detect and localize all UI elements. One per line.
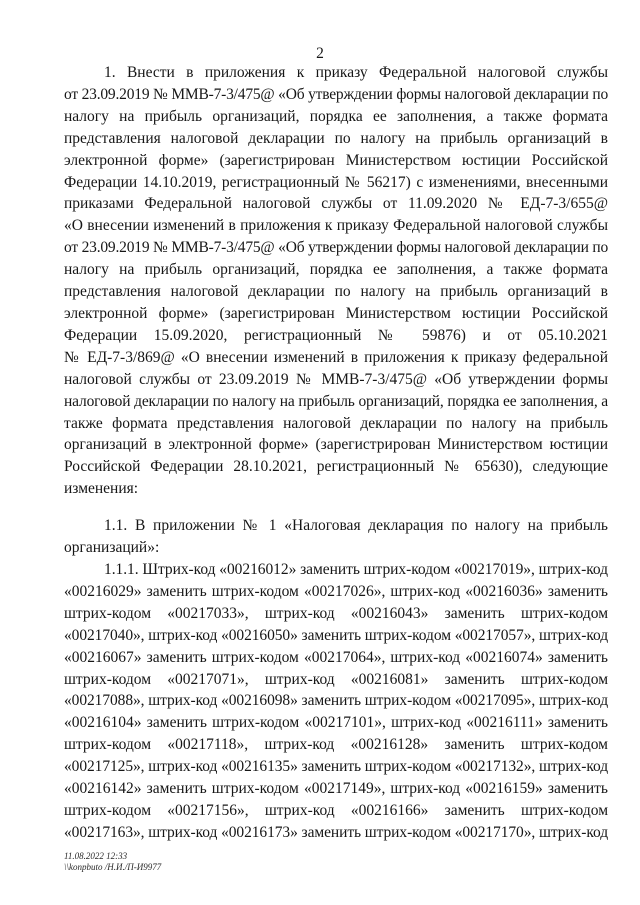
paragraph-line: штрих-кодом «00217118», штрих-код «00216128» заменить штрих-кодом [64,736,608,754]
paragraph-line: 1.1. В приложении № 1 «Налоговая декларация по налогу на прибыль [104,517,608,534]
paragraph-2 [64,515,608,559]
paragraph-line: представления налоговой декларации по налогу на прибыль организаций в [64,129,608,147]
paragraph-line: изменения: [64,480,139,498]
paragraph-line: «00216029» заменить штрих-кодом «00217026», штрих-код «00216036» заменить [64,582,608,600]
paragraph-line: от 23.09.2019 № ММВ-7-3/475@ «Об утверждении формы налоговой декларации по [64,85,608,103]
paragraph-line: также формата представления налоговой декларации по налогу на прибыль [64,414,608,432]
paragraph-line: налоговой службы от 23.09.2019 № ММВ-7-3/475@ «Об утверждении формы [64,370,608,388]
paragraph-line: № ЕД-7-3/869@ «О внесении изменений в приложения к приказу федеральной [64,348,608,366]
footer-file-reference: \\konpbuto /Н.И./П-И9977 [64,862,162,872]
paragraph-line: «00217040», штрих-код «00216050» заменить штрих-кодом «00217057», штрих-код [64,626,609,644]
footer-date-time: 11.08.2022 12:33 [64,851,128,861]
paragraph-line: налоговой декларации по налогу на прибыль организаций, порядка ее заполнения, а [64,392,608,410]
paragraph-line: Российской Федерации 28.10.2021, регистрационный № 65630), следующие [64,458,608,476]
document-footer [64,851,161,873]
paragraph-line: «00217088», штрих-код «00216098» заменить штрих-кодом «00217095», штрих-код [64,692,609,710]
paragraph-line: электронной форме» (зарегистрирован Министерством юстиции Российской [64,304,608,322]
paragraph-line: приказами Федеральной налоговой службы от 11.09.2020 № ЕД-7-3/655@ [64,195,608,213]
paragraph-line: «00217163», штрих-код «00216173» заменить штрих-кодом «00217170», штрих-код [64,823,609,841]
paragraph-line: от 23.09.2019 № ММВ-7-3/475@ «Об утверждении формы налоговой декларации по [64,239,608,257]
paragraph-1 [64,62,608,500]
paragraph-line: штрих-кодом «00217071», штрих-код «00216081» заменить штрих-кодом [64,670,608,688]
paragraph-line: 1.1.1. Штрих-код «00216012» заменить штрих-кодом «00217019», штрих-код [104,561,608,578]
page-number: 2 [316,45,324,62]
paragraph-line: штрих-кодом «00217033», штрих-код «00216043» заменить штрих-кодом [64,604,608,622]
paragraph-line: Федерации 14.10.2019, регистрационный № 56217) с изменениями, внесенными [64,173,608,191]
paragraph-line: штрих-кодом «00217156», штрих-код «00216166» заменить штрих-кодом [64,801,608,819]
paragraph-line: организаций в электронной форме» (зарегистрирован Министерством юстиции [64,436,608,454]
paragraph-line: «00217125», штрих-код «00216135» заменить штрих-кодом «00217132», штрих-код [64,758,609,776]
paragraph-line: «00216142» заменить штрих-кодом «00217149», штрих-код «00216159» заменить [64,780,608,798]
paragraph-line: «00216067» заменить штрих-кодом «00217064», штрих-код «00216074» заменить [64,648,608,666]
paragraph-line: электронной форме» (зарегистрирован Министерством юстиции Российской [64,151,608,169]
paragraph-line: «00216104» заменить штрих-кодом «00217101», штрих-код «00216111» заменить [64,714,608,732]
paragraph-line: организаций»: [64,538,160,556]
paragraph-line: «О внесении изменений в приложения к приказу Федеральной налоговой службы [64,217,608,235]
paragraph-line: налогу на прибыль организаций, порядка ее заполнения, а также формата [64,107,608,125]
paragraph-line: Федерации 15.09.2020, регистрационный № 59876) и от 05.10.2021 [64,326,608,344]
paragraph-line: представления налоговой декларации по налогу на прибыль организаций в [64,283,608,301]
paragraph-3 [64,559,608,844]
paragraph-line: налогу на прибыль организаций, порядка ее заполнения, а также формата [64,261,608,279]
paragraph-line: 1. Внести в приложения к приказу Федеральной налоговой службы [104,64,608,81]
